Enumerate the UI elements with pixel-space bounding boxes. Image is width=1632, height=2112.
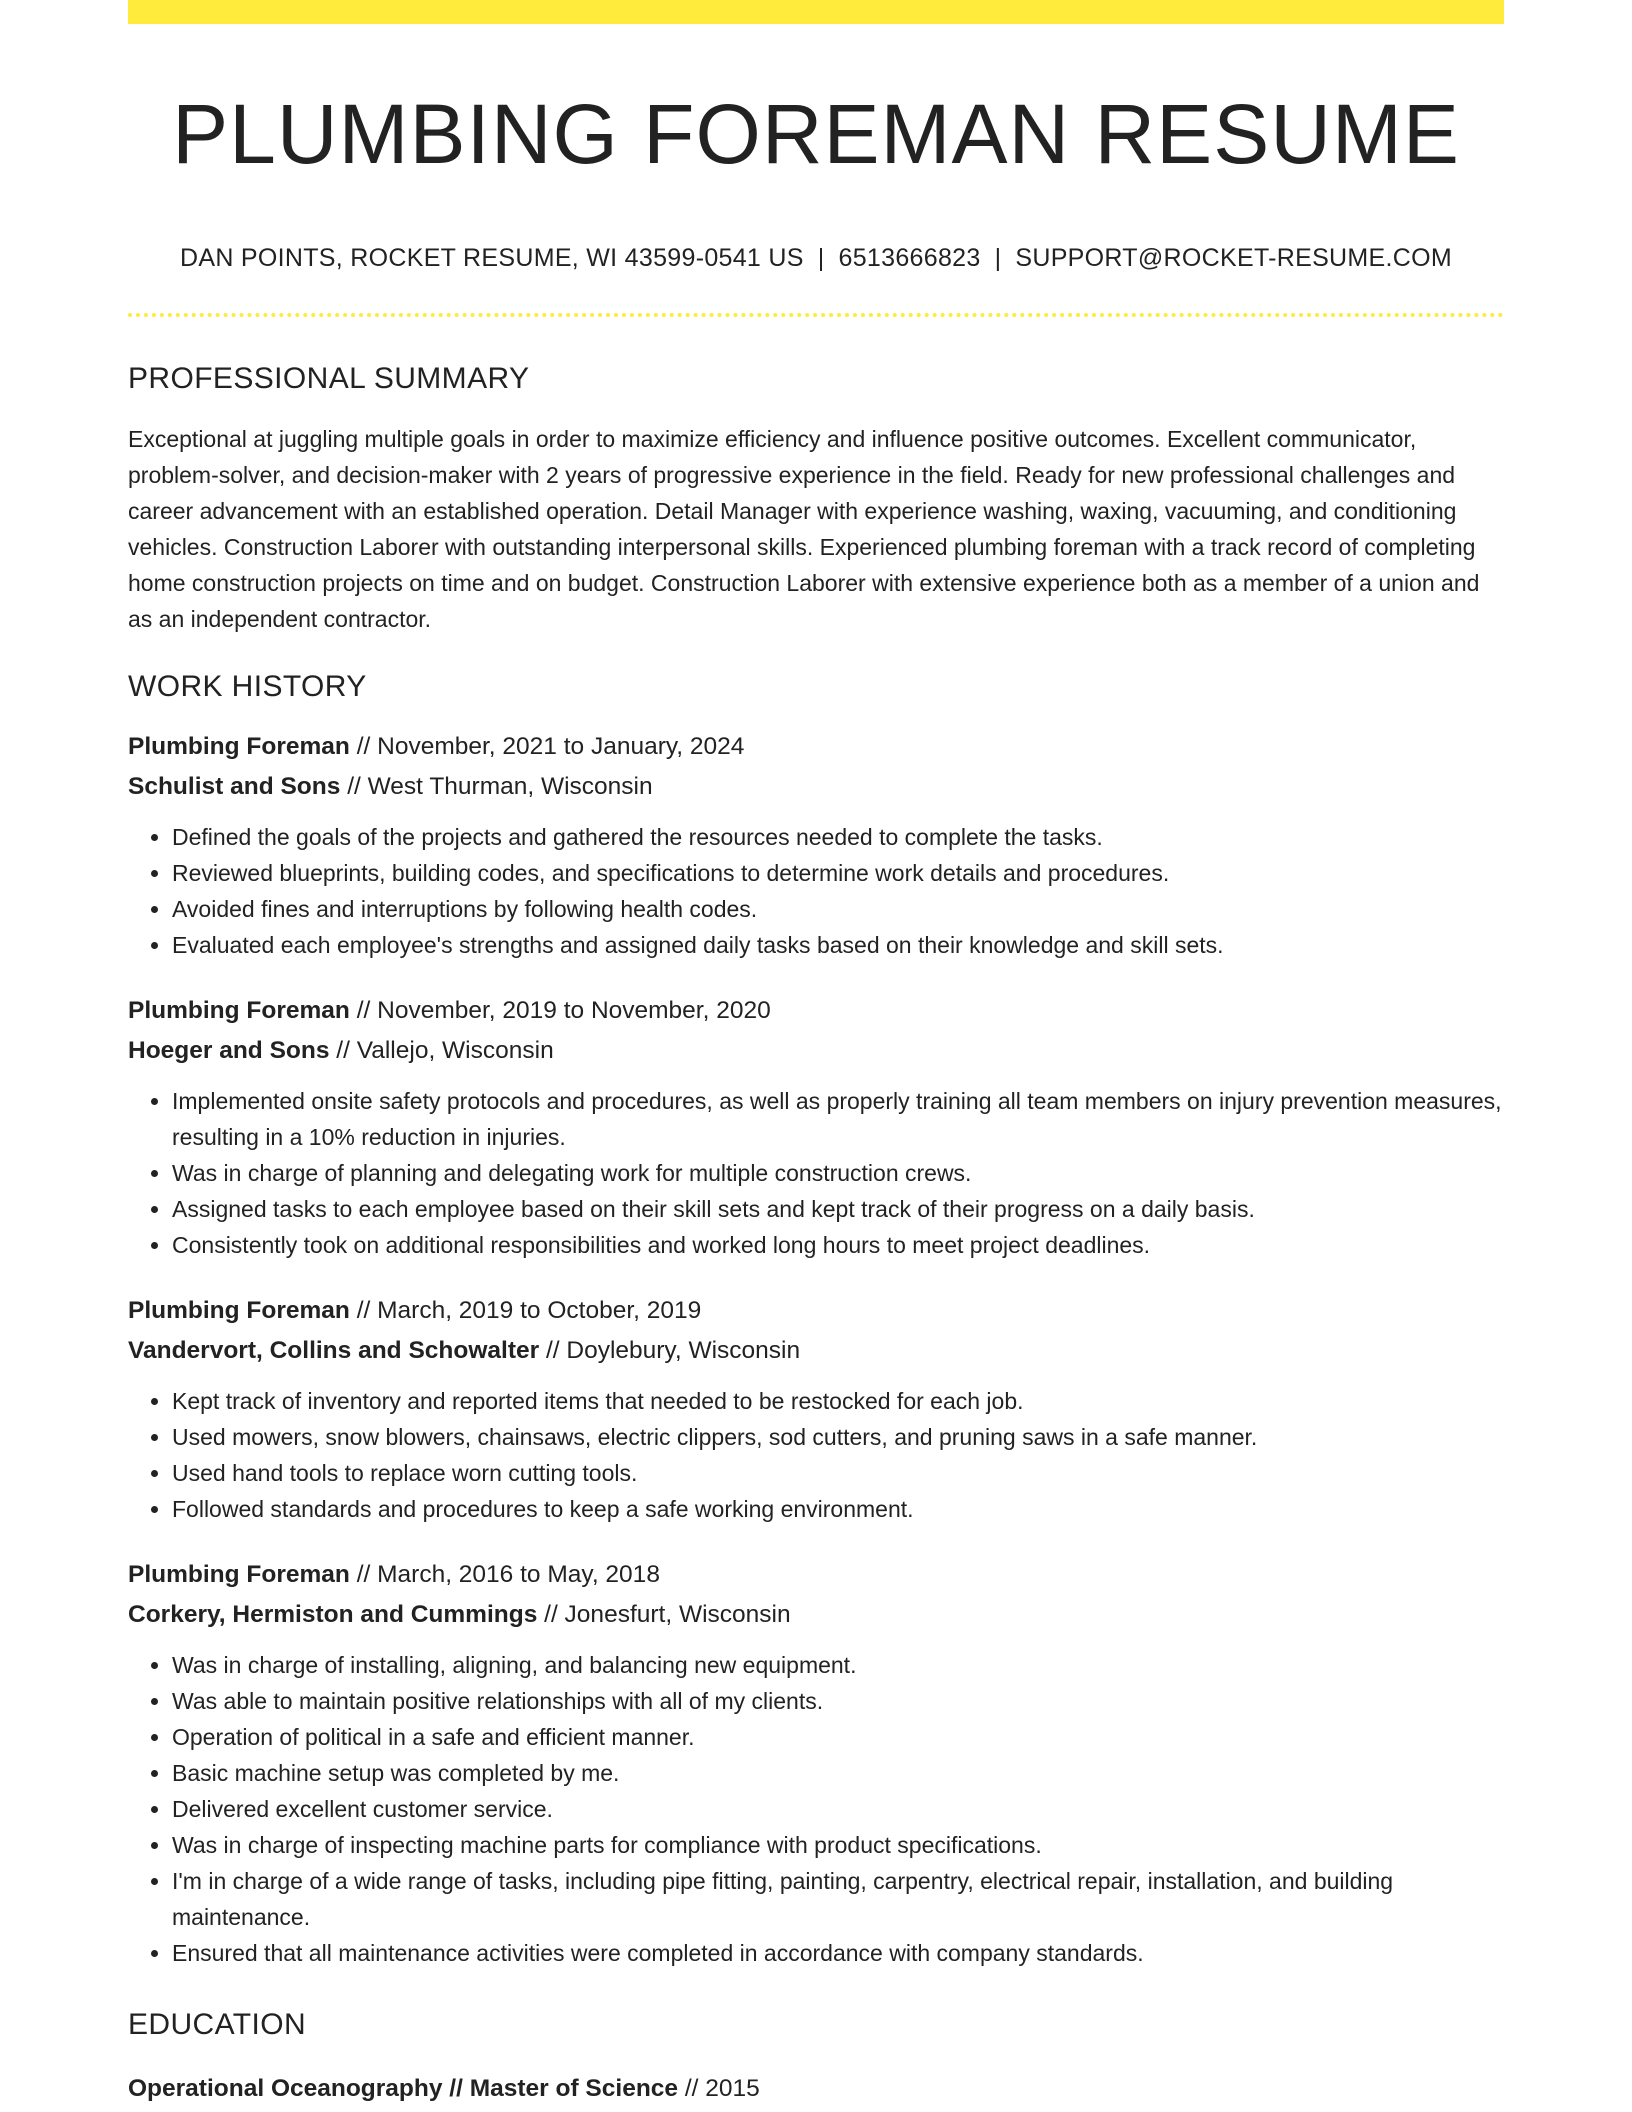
job-bullet: • Kept track of inventory and reported items that needed to be restocked for each job. [172, 1383, 1504, 1419]
dotted-divider [128, 313, 1504, 317]
job-entry [128, 1291, 1504, 1527]
job-dates: // November, 2019 to November, 2020 [356, 996, 771, 1024]
job-bullet: • Evaluated each employee's strengths and assigned daily tasks based on their knowledge and skill sets. [172, 927, 1504, 963]
job-title-line [128, 1291, 1504, 1331]
job-bullet: • Was able to maintain positive relationships with all of my clients. [172, 1683, 1504, 1719]
job-bullet: • Avoided fines and interruptions by following health codes. [172, 891, 1504, 927]
job-title: Plumbing Foreman [128, 996, 350, 1024]
job-bullet: • Consistently took on additional responsibilities and worked long hours to meet project deadlines. [172, 1227, 1504, 1263]
work-history-heading: WORK HISTORY [128, 669, 367, 703]
job-bullet: • Used hand tools to replace worn cutting tools. [172, 1455, 1504, 1491]
job-bullets [128, 1647, 1504, 1971]
summary-heading: PROFESSIONAL SUMMARY [128, 361, 530, 395]
job-location: // Doylebury, Wisconsin [545, 1336, 801, 1364]
job-dates: // November, 2021 to January, 2024 [356, 732, 745, 760]
job-bullet: • Assigned tasks to each employee based on their skill sets and kept track of their progress on a daily basis. [172, 1191, 1504, 1227]
contact-address: DAN POINTS, ROCKET RESUME, WI 43599-0541 US [179, 243, 804, 272]
job-bullets [128, 819, 1504, 963]
job-bullet: • Used mowers, snow blowers, chainsaws, electric clippers, sod cutters, and pruning saws in a safe manner. [172, 1419, 1504, 1455]
work-history-list [128, 727, 1504, 1971]
job-company: Vandervort, Collins and Schowalter [128, 1336, 540, 1364]
job-title-line [128, 991, 1504, 1031]
job-company-line [128, 767, 1504, 807]
job-entry [128, 1555, 1504, 1971]
job-dates: // March, 2016 to May, 2018 [356, 1560, 660, 1588]
education-heading: EDUCATION [128, 2007, 307, 2041]
job-bullet: • Was in charge of inspecting machine parts for compliance with product specifications. [172, 1827, 1504, 1863]
resume-title: PLUMBING FOREMAN RESUME [172, 87, 1460, 181]
job-title-line [128, 727, 1504, 767]
contact-separator: | [994, 243, 1002, 272]
contact-separator: | [817, 243, 825, 272]
job-dates: // March, 2019 to October, 2019 [356, 1296, 702, 1324]
job-bullet: • Implemented onsite safety protocols and procedures, as well as properly training all team members on injury prevention measures, resulting in a 10% reduction in injuries. [172, 1083, 1504, 1155]
job-title: Plumbing Foreman [128, 1560, 350, 1588]
education-entry [128, 2069, 1504, 2109]
contact-line [128, 243, 1504, 273]
job-location: // Vallejo, Wisconsin [336, 1036, 554, 1064]
job-bullets [128, 1083, 1504, 1263]
job-bullet: • Operation of political in a safe and efficient manner. [172, 1719, 1504, 1755]
job-company-line [128, 1331, 1504, 1371]
job-company: Schulist and Sons [128, 772, 341, 800]
education-degree: Operational Oceanography // Master of Science [128, 2074, 679, 2102]
job-company: Hoeger and Sons [128, 1036, 330, 1064]
job-bullet: • Defined the goals of the projects and gathered the resources needed to complete the tasks. [172, 819, 1504, 855]
job-company-line [128, 1595, 1504, 1635]
job-title: Plumbing Foreman [128, 1296, 350, 1324]
resume-page [128, 0, 1504, 2109]
job-bullet: • Followed standards and procedures to keep a safe working environment. [172, 1491, 1504, 1527]
job-bullet: • Basic machine setup was completed by me. [172, 1755, 1504, 1791]
education-year: // 2015 [684, 2074, 760, 2102]
job-bullet: • Reviewed blueprints, building codes, and specifications to determine work details and procedures. [172, 855, 1504, 891]
accent-top-bar [128, 0, 1504, 24]
job-location: // West Thurman, Wisconsin [347, 772, 653, 800]
job-title: Plumbing Foreman [128, 732, 350, 760]
job-bullet: • I'm in charge of a wide range of tasks, including pipe fitting, painting, carpentry, electrical repair, installation, and building maintenance. [172, 1863, 1504, 1935]
job-bullet: • Was in charge of planning and delegating work for multiple construction crews. [172, 1155, 1504, 1191]
job-bullets [128, 1383, 1504, 1527]
contact-email: SUPPORT@ROCKET-RESUME.COM [1015, 243, 1452, 272]
job-entry [128, 991, 1504, 1263]
summary-text: Exceptional at juggling multiple goals in order to maximize efficiency and influence positive outcomes. Excellent communicator, problem-solver, and decision-maker with 2 years of progressive experience in the field. Ready for new professional challenges and career advancement with an established operation. Detail Manager with experience washing, waxing, vacuuming, and conditioning vehicles. Construction Laborer with outstanding interpersonal skills. Experienced plumbing foreman with a track record of completing home construction projects on time and on budget. Construction Laborer with extensive experience both as a member of a union and as an independent contractor. [128, 425, 1480, 632]
job-bullet: • Was in charge of installing, aligning, and balancing new equipment. [172, 1647, 1504, 1683]
job-entry [128, 727, 1504, 963]
job-location: // Jonesfurt, Wisconsin [544, 1600, 791, 1628]
contact-phone: 6513666823 [838, 243, 981, 272]
job-title-line [128, 1555, 1504, 1595]
job-company-line [128, 1031, 1504, 1071]
job-bullet: • Delivered excellent customer service. [172, 1791, 1504, 1827]
job-company: Corkery, Hermiston and Cummings [128, 1600, 538, 1628]
job-bullet: • Ensured that all maintenance activities were completed in accordance with company standards. [172, 1935, 1504, 1971]
